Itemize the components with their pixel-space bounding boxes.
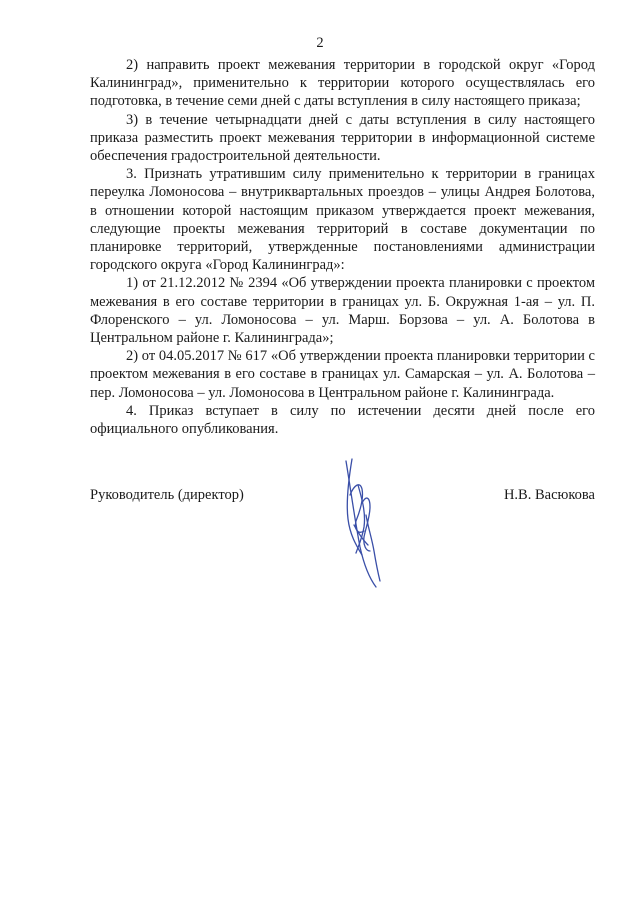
signatory-position: Руководитель (директор)	[90, 487, 244, 503]
paragraph-section-3: 3. Признать утратившим силу применительно к территории в границах переулка Ломоносова – внутриквартальных проездов – улицы Андрея Болотова, в отношении которой настоящим приказом утверждается проект межевания, следующие проекты межевания территорий в составе документации по планировке территорий, утвержденные постановлениями администрации городского округа «Город Калининград»:	[90, 166, 595, 274]
paragraph-item-3: 3) в течение четырнадцати дней с даты вступления в силу настоящего приказа разместить проект межевания территории в информационной системе обеспечения градостроительной деятельности.	[90, 111, 595, 165]
document-body	[90, 56, 595, 438]
paragraph-item-2: 2) направить проект межевания территории в городской округ «Город Калининград», применительно к территории которого осуществлялась его подготовка, в течение семи дней с даты вступления в силу настоящего приказа;	[90, 57, 595, 110]
paragraph-subitem-1: 1) от 21.12.2012 № 2394 «Об утверждении проекта планировки с проектом межевания в его составе территории в границах ул. Б. Окружная 1-ая – ул. П. Флоренского – ул. Ломоносова – ул. Марш. Борзова – ул. А. Болотова в Центральном районе г. Калининграда»;	[90, 275, 595, 347]
signatory-name: Н.В. Васюкова	[503, 487, 595, 503]
paragraph-subitem-2: 2) от 04.05.2017 № 617 «Об утверждении проекта планировки территории с проектом межевания в его составе в границах ул. Самарская – ул. А. Болотова – пер. Ломоносова – ул. Ломоносова в Центральном районе г. Калининграда.	[90, 348, 595, 401]
paragraph-section-4: 4. Приказ вступает в силу по истечении десяти дней после его официального опубликования.	[90, 402, 595, 438]
handwritten-signature-icon	[336, 455, 388, 590]
page-number: 2	[316, 35, 324, 51]
